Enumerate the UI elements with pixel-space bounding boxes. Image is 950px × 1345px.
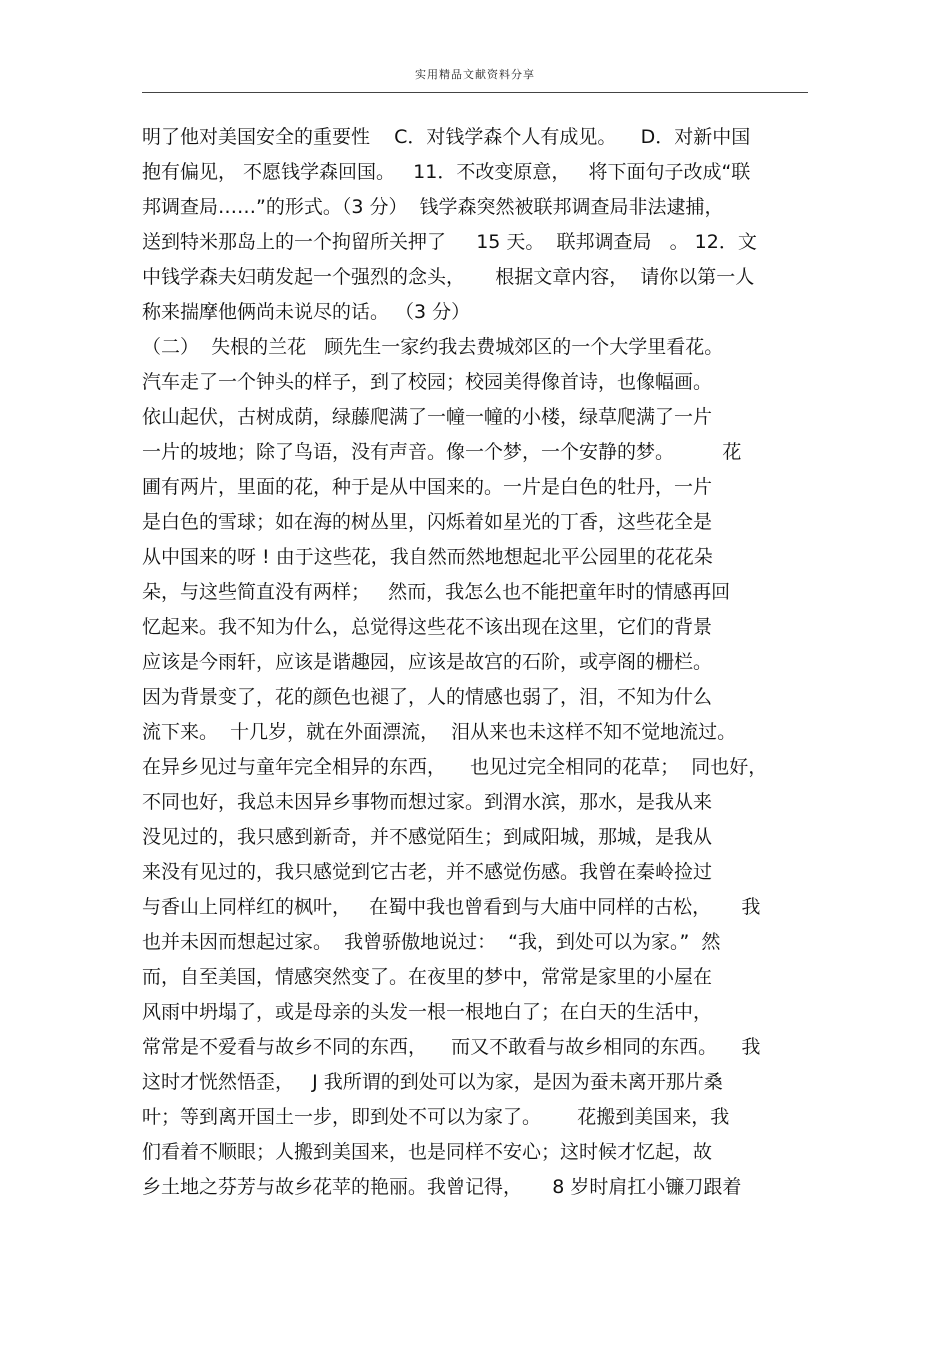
text-line: 流下来。 十几岁，就在外面漂流， 泪从来也未这样不知不觉地流过。 <box>142 721 737 743</box>
text-line: 从中国来的呀 ! 由于这些花，我自然而然地想起北平公园里的花花朵 <box>142 546 713 568</box>
text-line: 叶；等到离开国土一步，即到处不可以为家了。 花搬到美国来，我 <box>142 1106 730 1128</box>
text-line: 风雨中坍塌了，或是母亲的头发一根一根地白了；在白天的生活中， <box>142 1001 713 1023</box>
text-line: 圃有两片，里面的花，种于是从中国来的。一片是白色的牡丹，一片 <box>142 476 713 498</box>
text-line: 依山起伏，古树成荫，绿藤爬满了一幢一幢的小楼，绿草爬满了一片 <box>142 406 713 428</box>
text-line: 邦调查局……”的形式。（3 分） 钱学森突然被联邦调查局非法逮捕， <box>142 196 724 218</box>
text-line: 忆起来。我不知为什么，总觉得这些花不该出现在这里，它们的背景 <box>142 616 713 638</box>
text-line: 不同也好，我总未因异乡事物而想过家。到渭水滨，那水，是我从来 <box>142 791 713 813</box>
text-line: 与香山上同样红的枫叶， 在蜀中我也曾看到与大庙中同样的古松， 我 <box>142 896 761 918</box>
text-line: 抱有偏见， 不愿钱学森回国。 11．不改变原意， 将下面句子改成“联 <box>142 161 751 183</box>
text-line: 来没有见过的，我只感觉到它古老，并不感觉伤感。我曾在秦岭捡过 <box>142 861 713 883</box>
text-line: 在异乡见过与童年完全相异的东西， 也见过完全相同的花草； 同也好， <box>142 756 768 778</box>
header-divider <box>142 92 808 93</box>
text-line: 中钱学森夫妇萌发起一个强烈的念头， 根据文章内容， 请你以第一人 <box>142 266 755 288</box>
text-line: 应该是今雨轩，应该是谐趣园，应该是故宫的石阶，或亭阁的栅栏。 <box>142 651 713 673</box>
text-line: 也并未因而想起过家。 我曾骄傲地说过： “我，到处可以为家。” 然 <box>142 931 721 953</box>
text-line: 没见过的，我只感到新奇，并不感觉陌生；到咸阳城，那城，是我从 <box>142 826 713 848</box>
text-line: 乡土地之芬芳与故乡花苹的艳丽。我曾记得， 8 岁时肩扛小镰刀跟着 <box>142 1176 742 1198</box>
text-line: 而，自至美国，情感突然变了。在夜里的梦中，常常是家里的小屋在 <box>142 966 713 988</box>
text-line: 明了他对美国安全的重要性 C．对钱学森个人有成见。 D．对新中国 <box>142 126 751 148</box>
text-line: 送到特米那岛上的一个拘留所关押了 15 天。 联邦调查局 。 12．文 <box>142 231 757 253</box>
text-line: 常常是不爱看与故乡不同的东西， 而又不敢看与故乡相同的东西。 我 <box>142 1036 761 1058</box>
text-line: 称来揣摩他俩尚未说尽的话。 （3 分） <box>142 301 471 323</box>
text-line: 一片的坡地；除了鸟语，没有声音。像一个梦，一个安静的梦。 花 <box>142 441 742 463</box>
text-line: 们看着不顺眼；人搬到美国来，也是同样不安心；这时候才忆起，故 <box>142 1141 713 1163</box>
text-line: （二） 失根的兰花 顾先生一家约我去费城郊区的一个大学里看花。 <box>142 336 724 358</box>
text-line: 这时才恍然悟歪， J 我所谓的到处可以为家，是因为蚕未离开那片桑 <box>142 1071 723 1093</box>
text-line: 汽车走了一个钟头的样子，到了校园；校园美得像首诗，也像幅画。 <box>142 371 713 393</box>
document-body <box>142 120 822 1205</box>
text-line: 朵，与这些简直没有两样； 然而，我怎么也不能把童年时的情感再回 <box>142 581 731 603</box>
page-header: 实用精品文献资料分享 <box>415 68 535 81</box>
text-line: 因为背景变了，花的颜色也褪了，人的情感也弱了，泪，不知为什么 <box>142 686 713 708</box>
text-line: 是白色的雪球；如在海的树丛里，闪烁着如星光的丁香，这些花全是 <box>142 511 713 533</box>
